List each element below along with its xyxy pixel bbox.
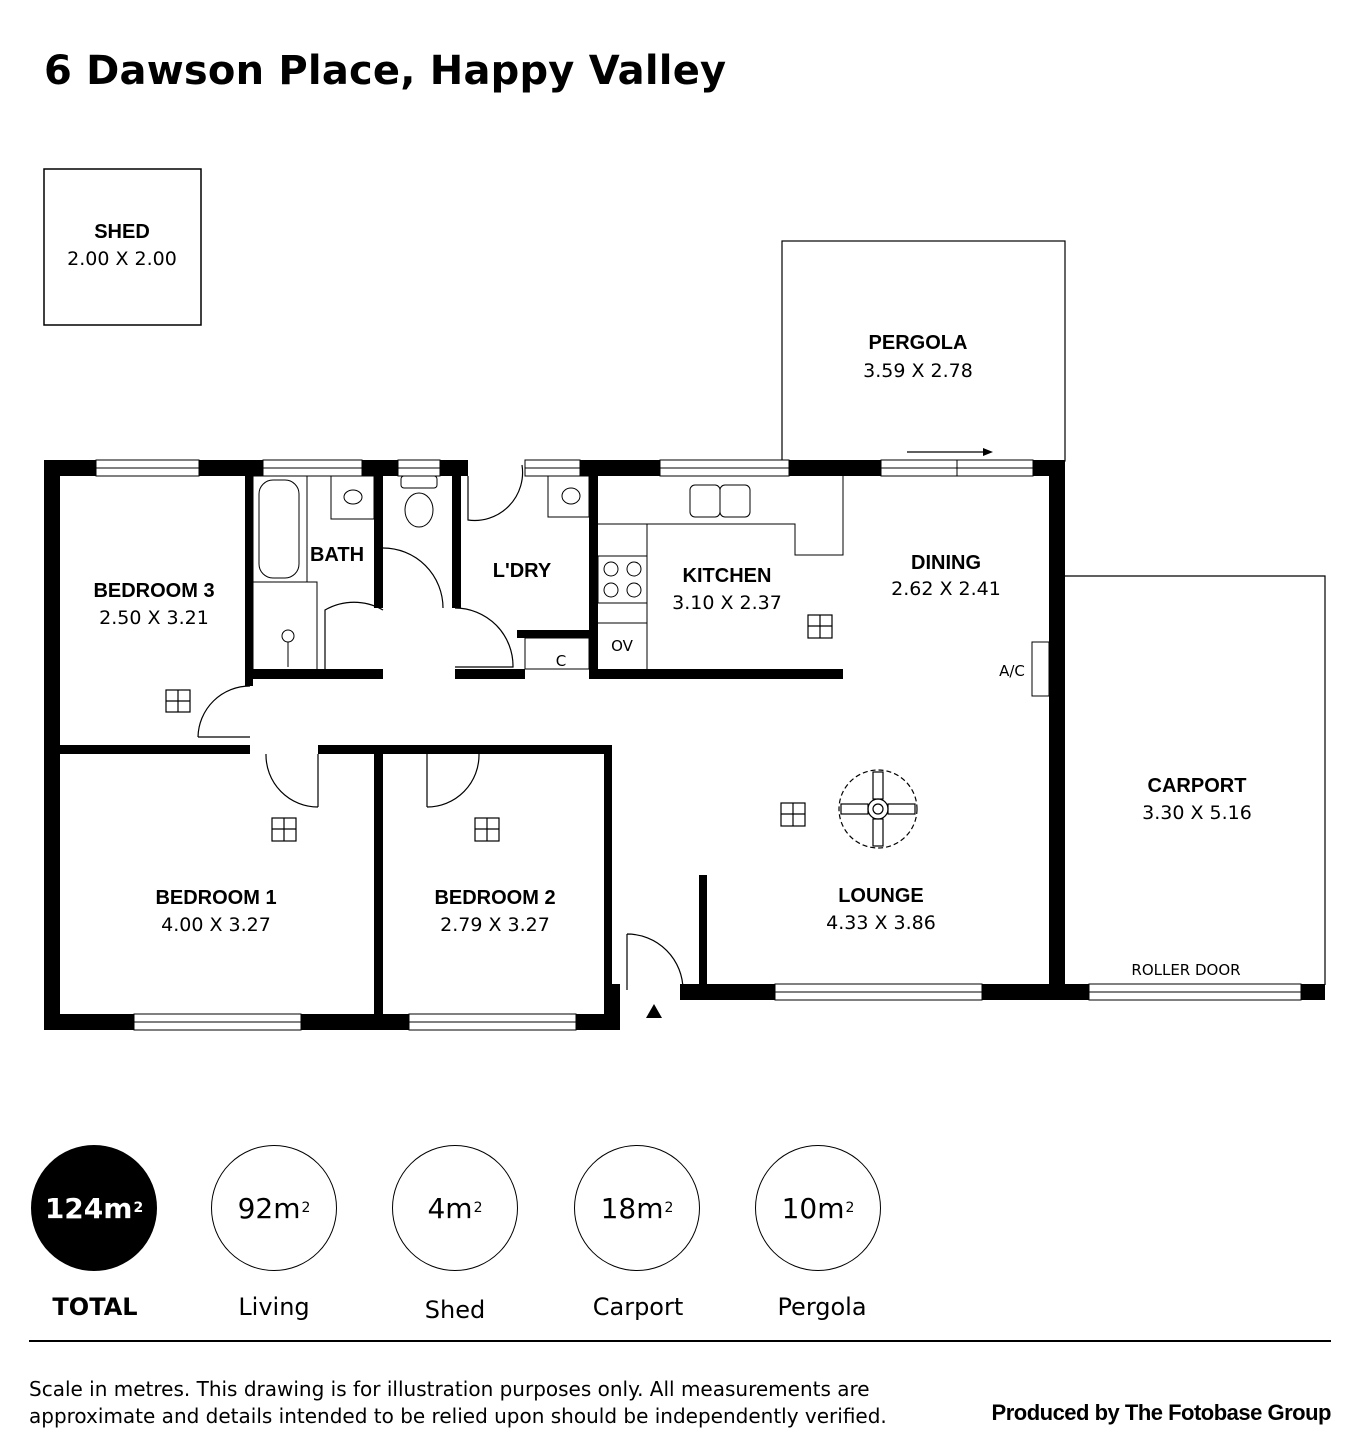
- dining-dims: 2.62 X 2.41: [891, 578, 1001, 600]
- area-circle-living: [211, 1145, 337, 1271]
- kitchen-dims: 3.10 X 2.37: [672, 592, 782, 614]
- carport-dims: 3.30 X 5.16: [1142, 802, 1252, 824]
- entry-arrow-icon: [646, 1004, 662, 1018]
- lounge-label: LOUNGE: [838, 885, 924, 907]
- area-circle-total: [31, 1145, 157, 1271]
- bedroom1-label: BEDROOM 1: [155, 887, 277, 909]
- area-label-carport: Carport: [592, 1293, 684, 1321]
- bedroom1-dims: 4.00 X 3.27: [161, 914, 271, 936]
- area-circle-shed: [392, 1145, 518, 1271]
- disclaimer-line-2: approximate and details intended to be relied upon should be independently verified.: [29, 1404, 887, 1428]
- oven-label: OV: [611, 637, 633, 655]
- area-label-living: Living: [238, 1293, 310, 1321]
- carport-label: CARPORT: [1147, 775, 1247, 797]
- area-unit-pergola: 2: [845, 1200, 855, 1216]
- bath-label: BATH: [309, 544, 365, 566]
- disclaimer: [29, 1376, 887, 1430]
- lounge-dims: 4.33 X 3.86: [826, 912, 936, 934]
- laundry-label: L'DRY: [492, 560, 552, 582]
- pergola-label: PERGOLA: [868, 332, 968, 354]
- bedroom2-label: BEDROOM 2: [434, 887, 556, 909]
- area-value-total: 124m: [44, 1191, 133, 1225]
- sliding-door-arrow: [907, 448, 993, 456]
- producer-credit: Produced by The Fotobase Group: [991, 1400, 1331, 1425]
- ceiling-fan-icon: [839, 770, 917, 848]
- shed-label: SHED: [94, 221, 150, 243]
- windows: [96, 460, 1301, 1030]
- dining-label: DINING: [911, 552, 981, 574]
- roller-door-label: ROLLER DOOR: [1131, 961, 1241, 979]
- page-title: 6 Dawson Place, Happy Valley: [44, 48, 727, 94]
- ceiling-fixtures: [166, 615, 832, 841]
- shed-dims: 2.00 X 2.00: [67, 248, 177, 270]
- area-circle-pergola: [755, 1145, 881, 1271]
- bedroom3-label: BEDROOM 3: [93, 580, 215, 602]
- area-value-carport: 18m: [600, 1191, 664, 1225]
- bedroom3-dims: 2.50 X 3.21: [99, 607, 209, 629]
- area-unit-total: 2: [133, 1200, 144, 1216]
- area-unit-living: 2: [301, 1200, 311, 1216]
- area-circle-carport: [574, 1145, 700, 1271]
- shed-outline: [44, 169, 201, 325]
- bedroom2-dims: 2.79 X 3.27: [440, 914, 550, 936]
- divider: [29, 1340, 1331, 1342]
- area-label-total: TOTAL: [52, 1293, 138, 1321]
- area-value-shed: 4m: [427, 1191, 473, 1225]
- area-value-pergola: 10m: [781, 1191, 845, 1225]
- pergola-dims: 3.59 X 2.78: [863, 360, 973, 382]
- disclaimer-line-1: Scale in metres. This drawing is for illustration purposes only. All measurements are: [29, 1377, 870, 1401]
- area-unit-shed: 2: [473, 1200, 483, 1216]
- area-label-pergola: Pergola: [777, 1293, 867, 1321]
- kitchen-label: KITCHEN: [682, 565, 772, 587]
- cupboard-label: C: [555, 652, 567, 670]
- area-label-shed: Shed: [424, 1296, 486, 1324]
- aircon-label: A/C: [999, 662, 1025, 680]
- area-value-living: 92m: [237, 1191, 301, 1225]
- area-unit-carport: 2: [664, 1200, 674, 1216]
